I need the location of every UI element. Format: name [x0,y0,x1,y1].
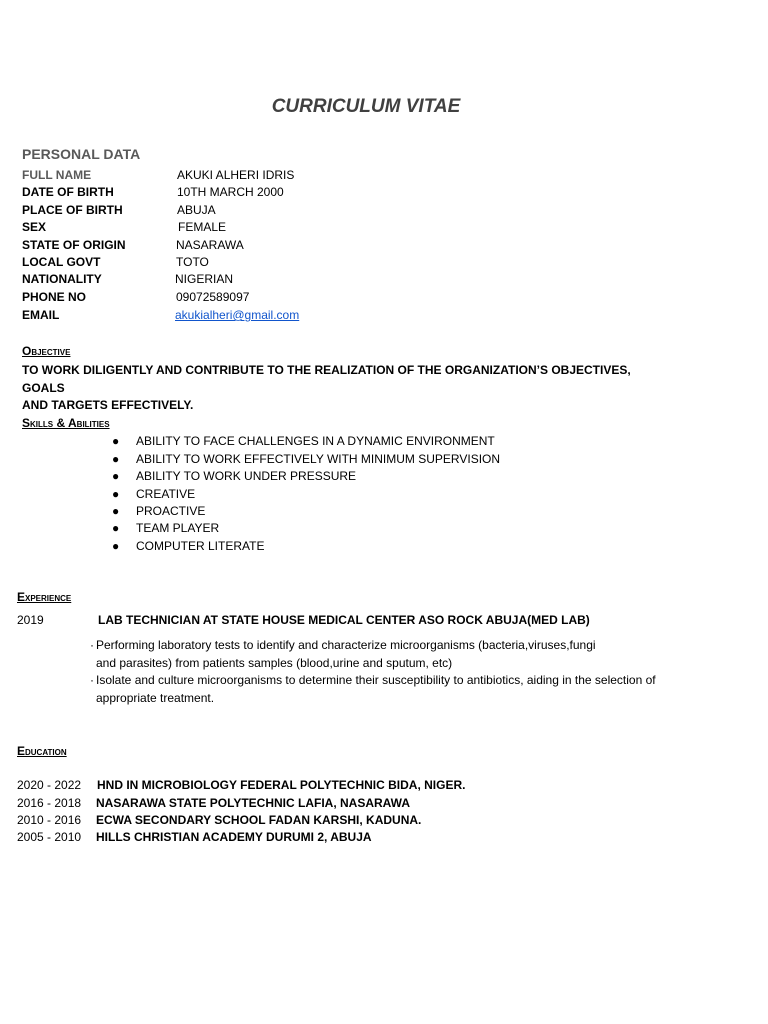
experience-bullet-1-line-2: and parasites) from patients samples (blood,urine and sputum, etc) [96,655,453,670]
skill-text: TEAM PLAYER [136,521,220,535]
date-of-birth-label: DATE OF BIRTH [22,185,114,199]
experience-heading: Experience [17,590,72,604]
objective-text [22,362,662,415]
full-name-label: FULL NAME [22,168,92,182]
experience-bullet-2-line-1: Isolate and culture microorganisms to determine their susceptibility to antibiotics, aiding in the selection of [96,673,656,687]
cv-title: CURRICULUM VITAE [271,96,461,117]
education-years: 2010 - 2016 [17,813,82,827]
state-of-origin-label: STATE OF ORIGIN [22,238,126,252]
skill-text: ABILITY TO WORK UNDER PRESSURE [136,469,357,483]
experience-bullet-2 [90,672,710,707]
personal-data-heading: PERSONAL DATA [22,146,141,162]
place-of-birth-label: PLACE OF BIRTH [22,203,123,217]
experience-title: LAB TECHNICIAN AT STATE HOUSE MEDICAL CENTER ASO ROCK ABUJA(MED LAB) [98,613,590,627]
bullet-icon: ● [112,539,120,553]
experience-year: 2019 [17,613,44,627]
skill-item [112,434,495,448]
email-label: EMAIL [22,308,60,322]
sex-value: FEMALE [178,220,227,234]
bullet-icon: ● [112,434,120,448]
education-school: ECWA SECONDARY SCHOOL FADAN KARSHI, KADUNA. [96,813,422,827]
experience-bullet-2-line-2: appropriate treatment. [96,690,215,705]
experience-bullet-1 [90,637,710,672]
objective-line-1: TO WORK DILIGENTLY AND CONTRIBUTE TO THE REALIZATION OF THE ORGANIZATION’S OBJECTIVES, GOALS [22,363,631,395]
nationality-label: NATIONALITY [22,272,102,286]
skill-item [112,487,195,501]
bullet-icon: ● [112,469,120,483]
sex-label: SEX [22,220,47,234]
full-name-value: AKUKI ALHERI IDRIS [177,168,295,182]
skill-item [112,521,219,535]
bullet-dot-icon: · [90,638,94,652]
education-heading: Education [17,744,67,758]
skills-heading: Skills & Abilities [22,416,110,430]
education-school: HILLS CHRISTIAN ACADEMY DURUMI 2, ABUJA [96,830,372,844]
education-school: NASARAWA STATE POLYTECHNIC LAFIA, NASARAWA [96,796,411,810]
skill-text: COMPUTER LITERATE [136,539,265,553]
state-of-origin-value: NASARAWA [176,238,244,252]
education-years: 2016 - 2018 [17,796,82,810]
bullet-icon: ● [112,504,120,518]
education-years: 2020 - 2022 [17,778,82,792]
skill-item [112,504,205,518]
skill-text: PROACTIVE [136,504,206,518]
skill-text: CREATIVE [136,487,196,501]
experience-bullet-1-line-1: Performing laboratory tests to identify and characterize microorganisms (bacteria,viruses,fungi [96,638,596,652]
skill-text: ABILITY TO WORK EFFECTIVELY WITH MINIMUM SUPERVISION [136,452,501,466]
skill-item [112,469,356,483]
skill-item [112,539,264,553]
place-of-birth-value: ABUJA [177,203,216,217]
bullet-icon: ● [112,452,120,466]
education-school: HND IN MICROBIOLOGY FEDERAL POLYTECHNIC BIDA, NIGER. [97,778,466,792]
local-govt-label: LOCAL GOVT [22,255,101,269]
date-of-birth-value: 10TH MARCH 2000 [177,185,284,199]
bullet-icon: ● [112,521,120,535]
bullet-icon: ● [112,487,120,501]
phone-no-value: 09072589097 [176,290,250,304]
phone-no-label: PHONE NO [22,290,87,304]
education-years: 2005 - 2010 [17,830,82,844]
objective-heading: Objective [22,344,71,358]
email-link[interactable]: akukialheri@gmail.com [175,308,300,322]
local-govt-value: TOTO [176,255,209,269]
skill-item [112,452,500,466]
bullet-dot-icon: · [90,673,94,687]
skill-text: ABILITY TO FACE CHALLENGES IN A DYNAMIC ENVIRONMENT [136,434,495,448]
objective-line-2: AND TARGETS EFFECTIVELY. [22,398,194,412]
nationality-value: NIGERIAN [175,272,234,286]
